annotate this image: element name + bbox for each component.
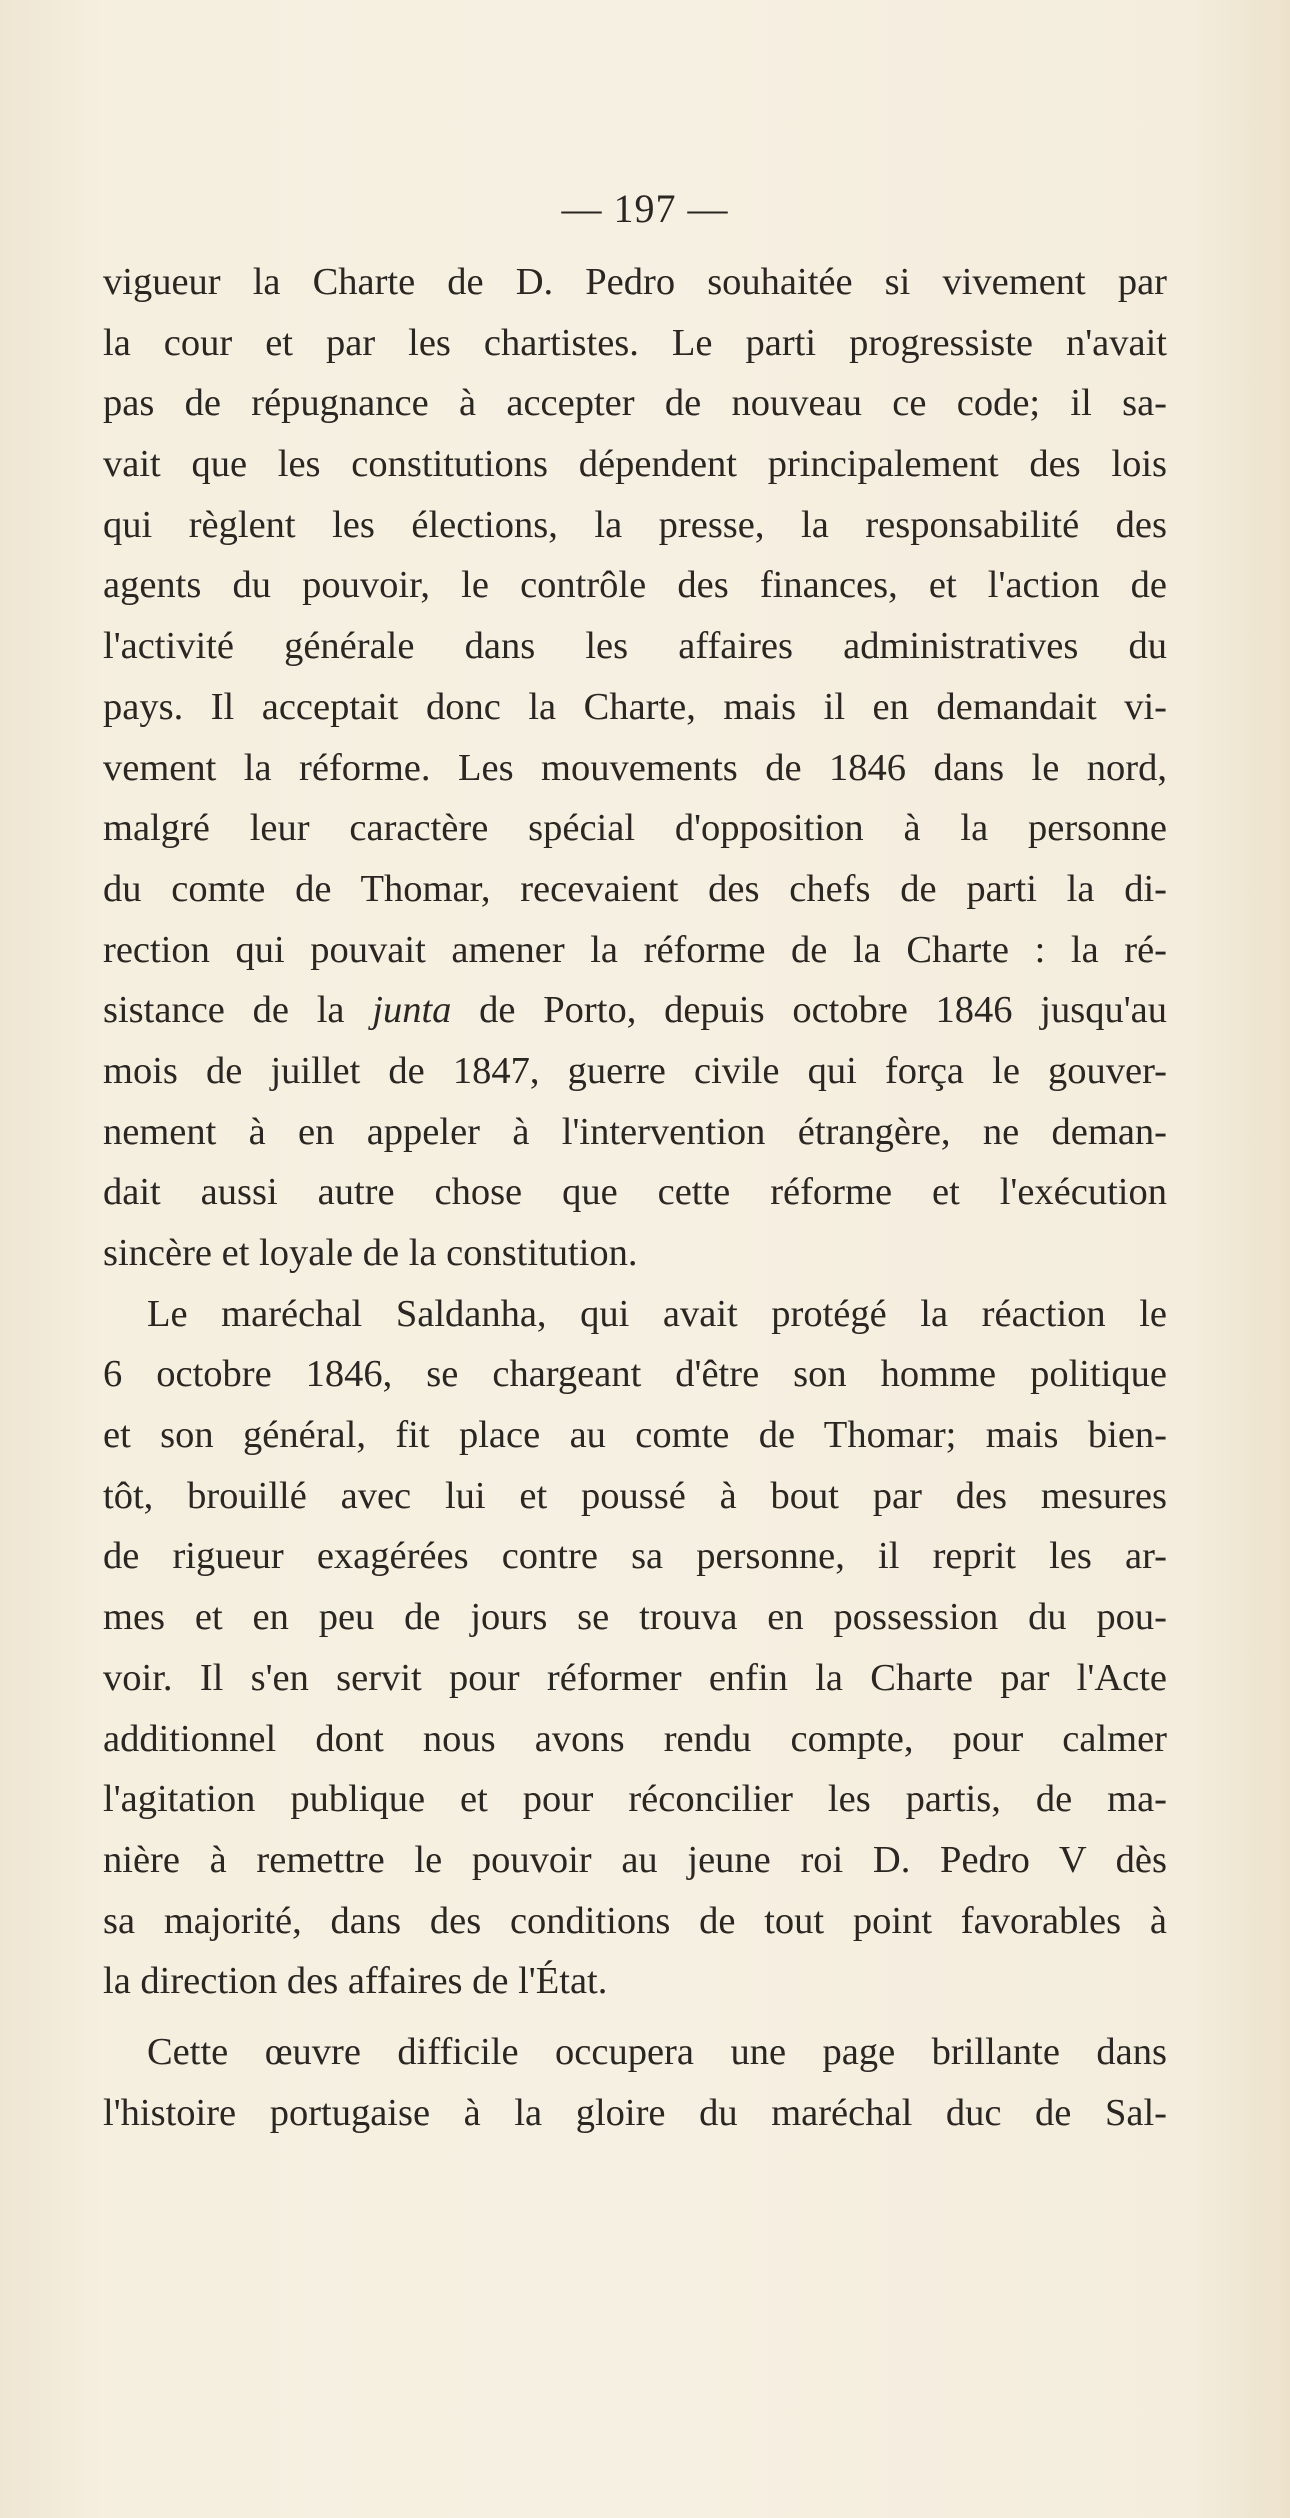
text-line: l'agitation publique et pour réconcilier les partis, de ma- bbox=[103, 1778, 1167, 1821]
text-line: tôt, brouillé avec lui et poussé à bout par des mesures bbox=[103, 1474, 1167, 1517]
text-line: sa majorité, dans des conditions de tout point favorables à bbox=[103, 1899, 1167, 1942]
text-segment: de Porto, depuis octobre 1846 jusqu'au bbox=[451, 989, 1168, 1032]
text-line: 6 octobre 1846, se chargeant d'être son homme politique bbox=[103, 1353, 1167, 1396]
text-line-with-italic bbox=[103, 980, 1167, 1041]
text-line: du comte de Thomar, recevaient des chefs de parti la di- bbox=[103, 867, 1167, 910]
text-line: la cour et par les chartistes. Le parti progressiste n'avait bbox=[103, 321, 1167, 364]
text-line: vement la réforme. Les mouvements de 1846 dans le nord, bbox=[103, 746, 1167, 789]
text-line: qui règlent les élections, la presse, la responsabilité des bbox=[103, 503, 1167, 546]
text-line: vigueur la Charte de D. Pedro souhaitée si vivement par bbox=[103, 261, 1167, 303]
paragraph-end-line: sincère et loyale de la constitution. bbox=[103, 1232, 638, 1274]
text-line: nière à remettre le pouvoir au jeune roi D. Pedro V dès bbox=[103, 1838, 1167, 1881]
text-line: pays. Il acceptait donc la Charte, mais il en demandait vi- bbox=[103, 685, 1167, 728]
text-line: rection qui pouvait amener la réforme de la Charte : la ré- bbox=[103, 928, 1167, 971]
paragraph-start-line: Cette œuvre difficile occupera une page brillante dans bbox=[147, 2030, 1167, 2073]
text-line: malgré leur caractère spécial d'opposition à la personne bbox=[103, 807, 1167, 850]
italic-term: junta bbox=[372, 989, 452, 1032]
body-text bbox=[103, 252, 1167, 2143]
paragraph-start-line: Le maréchal Saldanha, qui avait protégé la réaction le bbox=[147, 1292, 1167, 1335]
text-segment: sistance de la bbox=[103, 989, 373, 1032]
text-line: nement à en appeler à l'intervention étrangère, ne deman- bbox=[103, 1110, 1167, 1153]
text-line: voir. Il s'en servit pour réformer enfin la Charte par l'Acte bbox=[103, 1656, 1167, 1699]
text-line: mois de juillet de 1847, guerre civile qui força le gouver- bbox=[103, 1049, 1167, 1092]
text-line: et son général, fit place au comte de Thomar; mais bien- bbox=[103, 1414, 1167, 1457]
text-line: agents du pouvoir, le contrôle des finances, et l'action de bbox=[103, 564, 1167, 607]
text-line: pas de répugnance à accepter de nouveau ce code; il sa- bbox=[103, 382, 1167, 425]
text-line: mes et en peu de jours se trouva en possession du pou- bbox=[103, 1596, 1167, 1639]
text-line: l'histoire portugaise à la gloire du maréchal duc de Sal- bbox=[103, 2091, 1167, 2134]
text-line: de rigueur exagérées contre sa personne, il reprit les ar- bbox=[103, 1535, 1167, 1578]
page-number: — 197 — bbox=[561, 186, 729, 231]
text-line: additionnel dont nous avons rendu compte, pour calmer bbox=[103, 1717, 1167, 1760]
text-line: vait que les constitutions dépendent principalement des lois bbox=[103, 443, 1167, 486]
paragraph-end-line: la direction des affaires de l'État. bbox=[103, 1960, 608, 2003]
text-line: l'activité générale dans les affaires administratives du bbox=[103, 625, 1167, 668]
text-line: dait aussi autre chose que cette réforme et l'exécution bbox=[103, 1171, 1167, 1214]
